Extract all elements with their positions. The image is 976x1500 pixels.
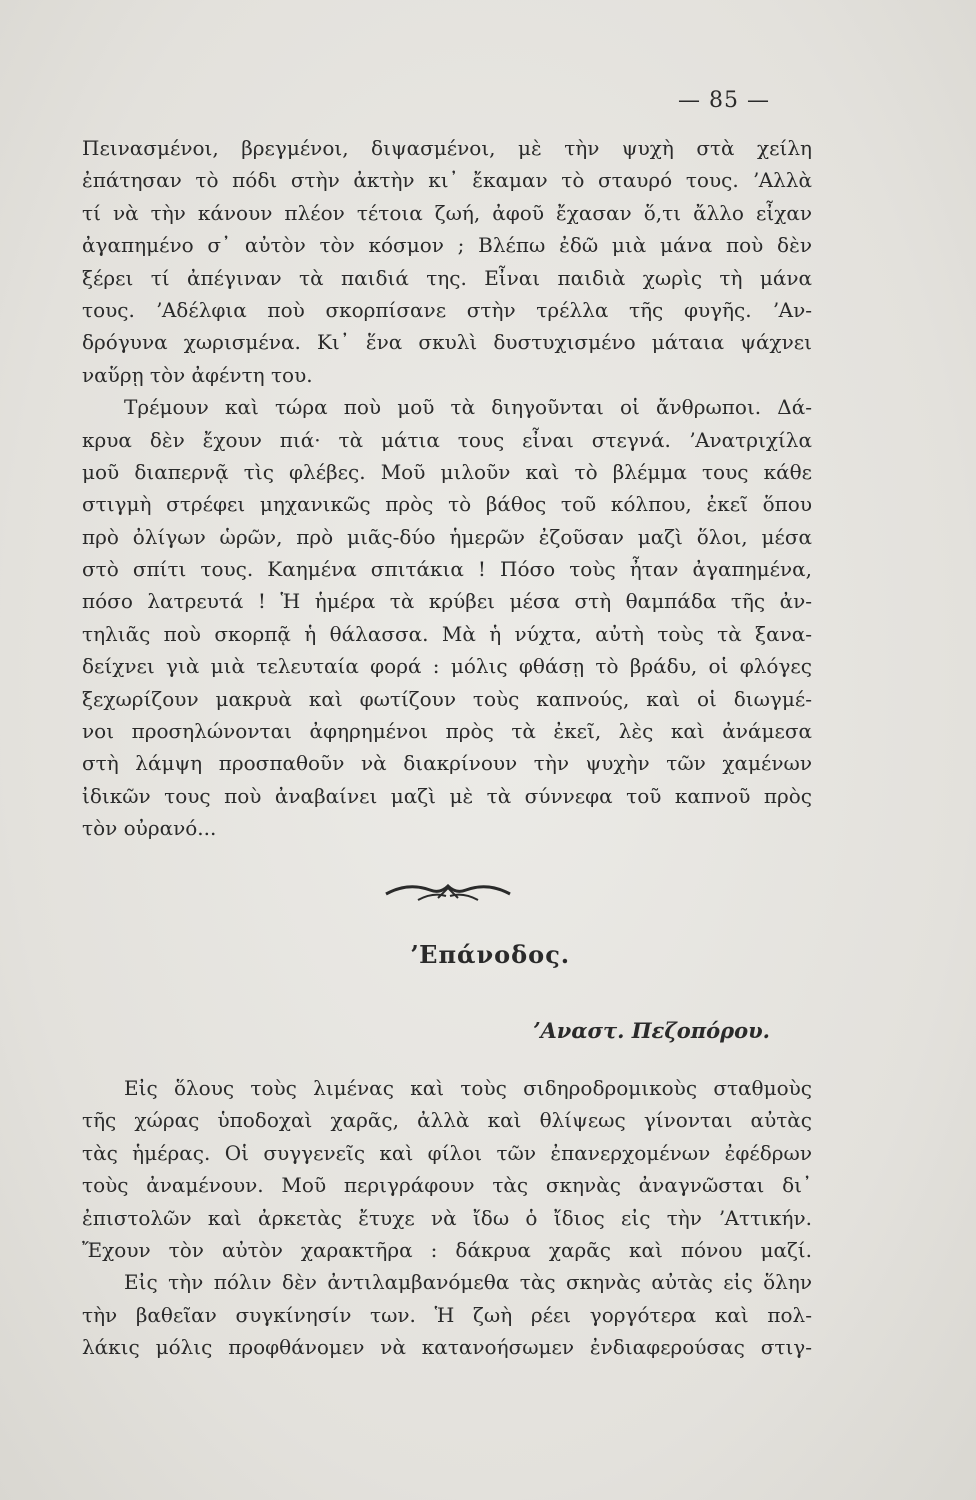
section-title: ʼΕπάνοδος. xyxy=(409,940,571,969)
text-line: στιγμὴ στρέφει μηχανικῶς πρὸς τὸ βάθος τοῦ κόλπου, ἐκεῖ ὅπου xyxy=(82,492,812,517)
text-line: ξέρει τί ἀπέγιναν τὰ παιδιά της. Εἶναι παιδιὰ χωρὶς τὴ μάνα xyxy=(82,265,812,290)
author-name: ʼΑναστ. Πεζοπόρου. xyxy=(533,1018,770,1043)
text-line: πρὸ ὀλίγων ὡρῶν, πρὸ μιᾶς-δύο ἡμερῶν ἐζοῦσαν μαζὶ ὅλοι, μέσα xyxy=(82,524,812,549)
text-line: τί νὰ τὴν κάνουν πλέον τέτοια ζωή, ἀφοῦ ἔχασαν ὅ,τι ἄλλο εἶχαν xyxy=(82,200,812,225)
text-line: ἐπιστολῶν καὶ ἀρκετὰς ἔτυχε νὰ ἴδω ὁ ἴδιος εἰς τὴν ʼΑττικήν. xyxy=(82,1205,812,1230)
text-line: τηλιᾶς ποὺ σκορπᾷ ἡ θάλασσα. Μὰ ἡ νύχτα, αὐτὴ τοὺς τὰ ξανα- xyxy=(82,621,812,646)
text-line: πόσο λατρευτά ! Ἡ ἡμέρα τὰ κρύβει μέσα στὴ θαμπάδα τῆς ἀν- xyxy=(82,589,812,614)
text-line: στὴ λάμψη προσπαθοῦν νὰ διακρίνουν τὴν ψυχὴν τῶν χαμένων xyxy=(82,751,812,776)
text-line: Ἔχουν τὸν αὐτὸν χαρακτῆρα : δάκρυα χαρᾶς καὶ πόνου μαζί. xyxy=(82,1237,812,1262)
text-line: ξεχωρίζουν μακρυὰ καὶ φωτίζουν τοὺς καπνούς, καὶ οἱ διωγμέ- xyxy=(82,686,812,711)
page-number: — 85 — xyxy=(678,88,770,113)
text-line: δρόγυνα χωρισμένα. Κι᾿ ἕνα σκυλὶ δυστυχισμένο μάταια ψάχνει xyxy=(82,330,812,355)
text-line: στὸ σπίτι τους. Καημένα σπιτάκια ! Πόσο τοὺς ἦταν ἀγαπημένα, xyxy=(82,557,812,582)
text-line: ἰδικῶν τους ποὺ ἀναβαίνει μαζὶ μὲ τὰ σύννεφα τοῦ καπνοῦ πρὸς xyxy=(82,783,812,808)
text-line: τῆς χώρας ὑποδοχαὶ χαρᾶς, ἀλλὰ καὶ θλίψεως γίνονται αὐτὰς xyxy=(82,1108,812,1133)
text-line: τὰς ἡμέρας. Οἱ συγγενεῖς καὶ φίλοι τῶν ἐπανερχομένων ἐφέδρων xyxy=(82,1140,812,1165)
text-line: τὸν οὐρανό... xyxy=(82,816,217,841)
text-line: ἐπάτησαν τὸ πόδι στὴν ἀκτὴν κι᾿ ἔκαμαν τὸ σταυρό τους. ʼΑλλὰ xyxy=(82,168,812,193)
text-line: κρυα δὲν ἔχουν πιά· τὰ μάτια τους εἶναι στεγνά. ʼΑνατριχίλα xyxy=(82,427,812,452)
text-line: λάκις μόλις προφθάνομεν νὰ κατανοήσωμεν ἐνδιαφερούσας στιγ- xyxy=(82,1335,812,1360)
text-line: Πεινασμένοι, βρεγμένοι, διψασμένοι, μὲ τὴν ψυχὴ στὰ χείλη xyxy=(82,136,812,160)
second-text-block xyxy=(82,1072,812,1364)
text-line: ναὕρῃ τὸν ἀφέντη του. xyxy=(82,362,313,387)
text-line: ἀγαπημένο σ᾿ αὐτὸν τὸν κόσμον ; Βλέπω ἐδῶ μιὰ μάνα ποὺ δὲν xyxy=(82,233,812,258)
text-line: τοὺς ἀναμένουν. Μοῦ περιγράφουν τὰς σκηνὰς ἀναγνῶσται δι᾿ xyxy=(82,1173,812,1198)
text-line: μοῦ διαπερνᾷ τὶς φλέβες. Μοῦ μιλοῦν καὶ τὸ βλέμμα τους κάθε xyxy=(82,459,812,484)
text-line: τὴν βαθεῖαν συγκίνησίν των. Ἡ ζωὴ ρέει γοργότερα καὶ πολ- xyxy=(82,1302,812,1327)
first-text-block xyxy=(82,132,812,845)
ornament-divider-icon xyxy=(378,878,518,908)
text-line: Τρέμουν καὶ τώρα ποὺ μοῦ τὰ διηγοῦνται οἱ ἄνθρωποι. Δά- xyxy=(124,395,812,420)
text-line: Εἰς ὅλους τοὺς λιμένας καὶ τοὺς σιδηροδρομικοὺς σταθμοὺς xyxy=(124,1076,812,1100)
text-line: Εἰς τὴν πόλιν δὲν ἀντιλαμβανόμεθα τὰς σκηνὰς αὐτὰς εἰς ὅλην xyxy=(124,1270,812,1295)
text-line: δείχνει γιὰ μιὰ τελευταία φορά : μόλις φθάσῃ τὸ βράδυ, οἱ φλόγες xyxy=(82,654,812,679)
text-line: τους. ʼΑδέλφια ποὺ σκορπίσανε στὴν τρέλλα τῆς φυγῆς. ʼΑν- xyxy=(82,297,812,322)
text-line: νοι προσηλώνονται ἀφηρημένοι πρὸς τὰ ἐκεῖ, λὲς καὶ ἀνάμεσα xyxy=(82,719,812,744)
